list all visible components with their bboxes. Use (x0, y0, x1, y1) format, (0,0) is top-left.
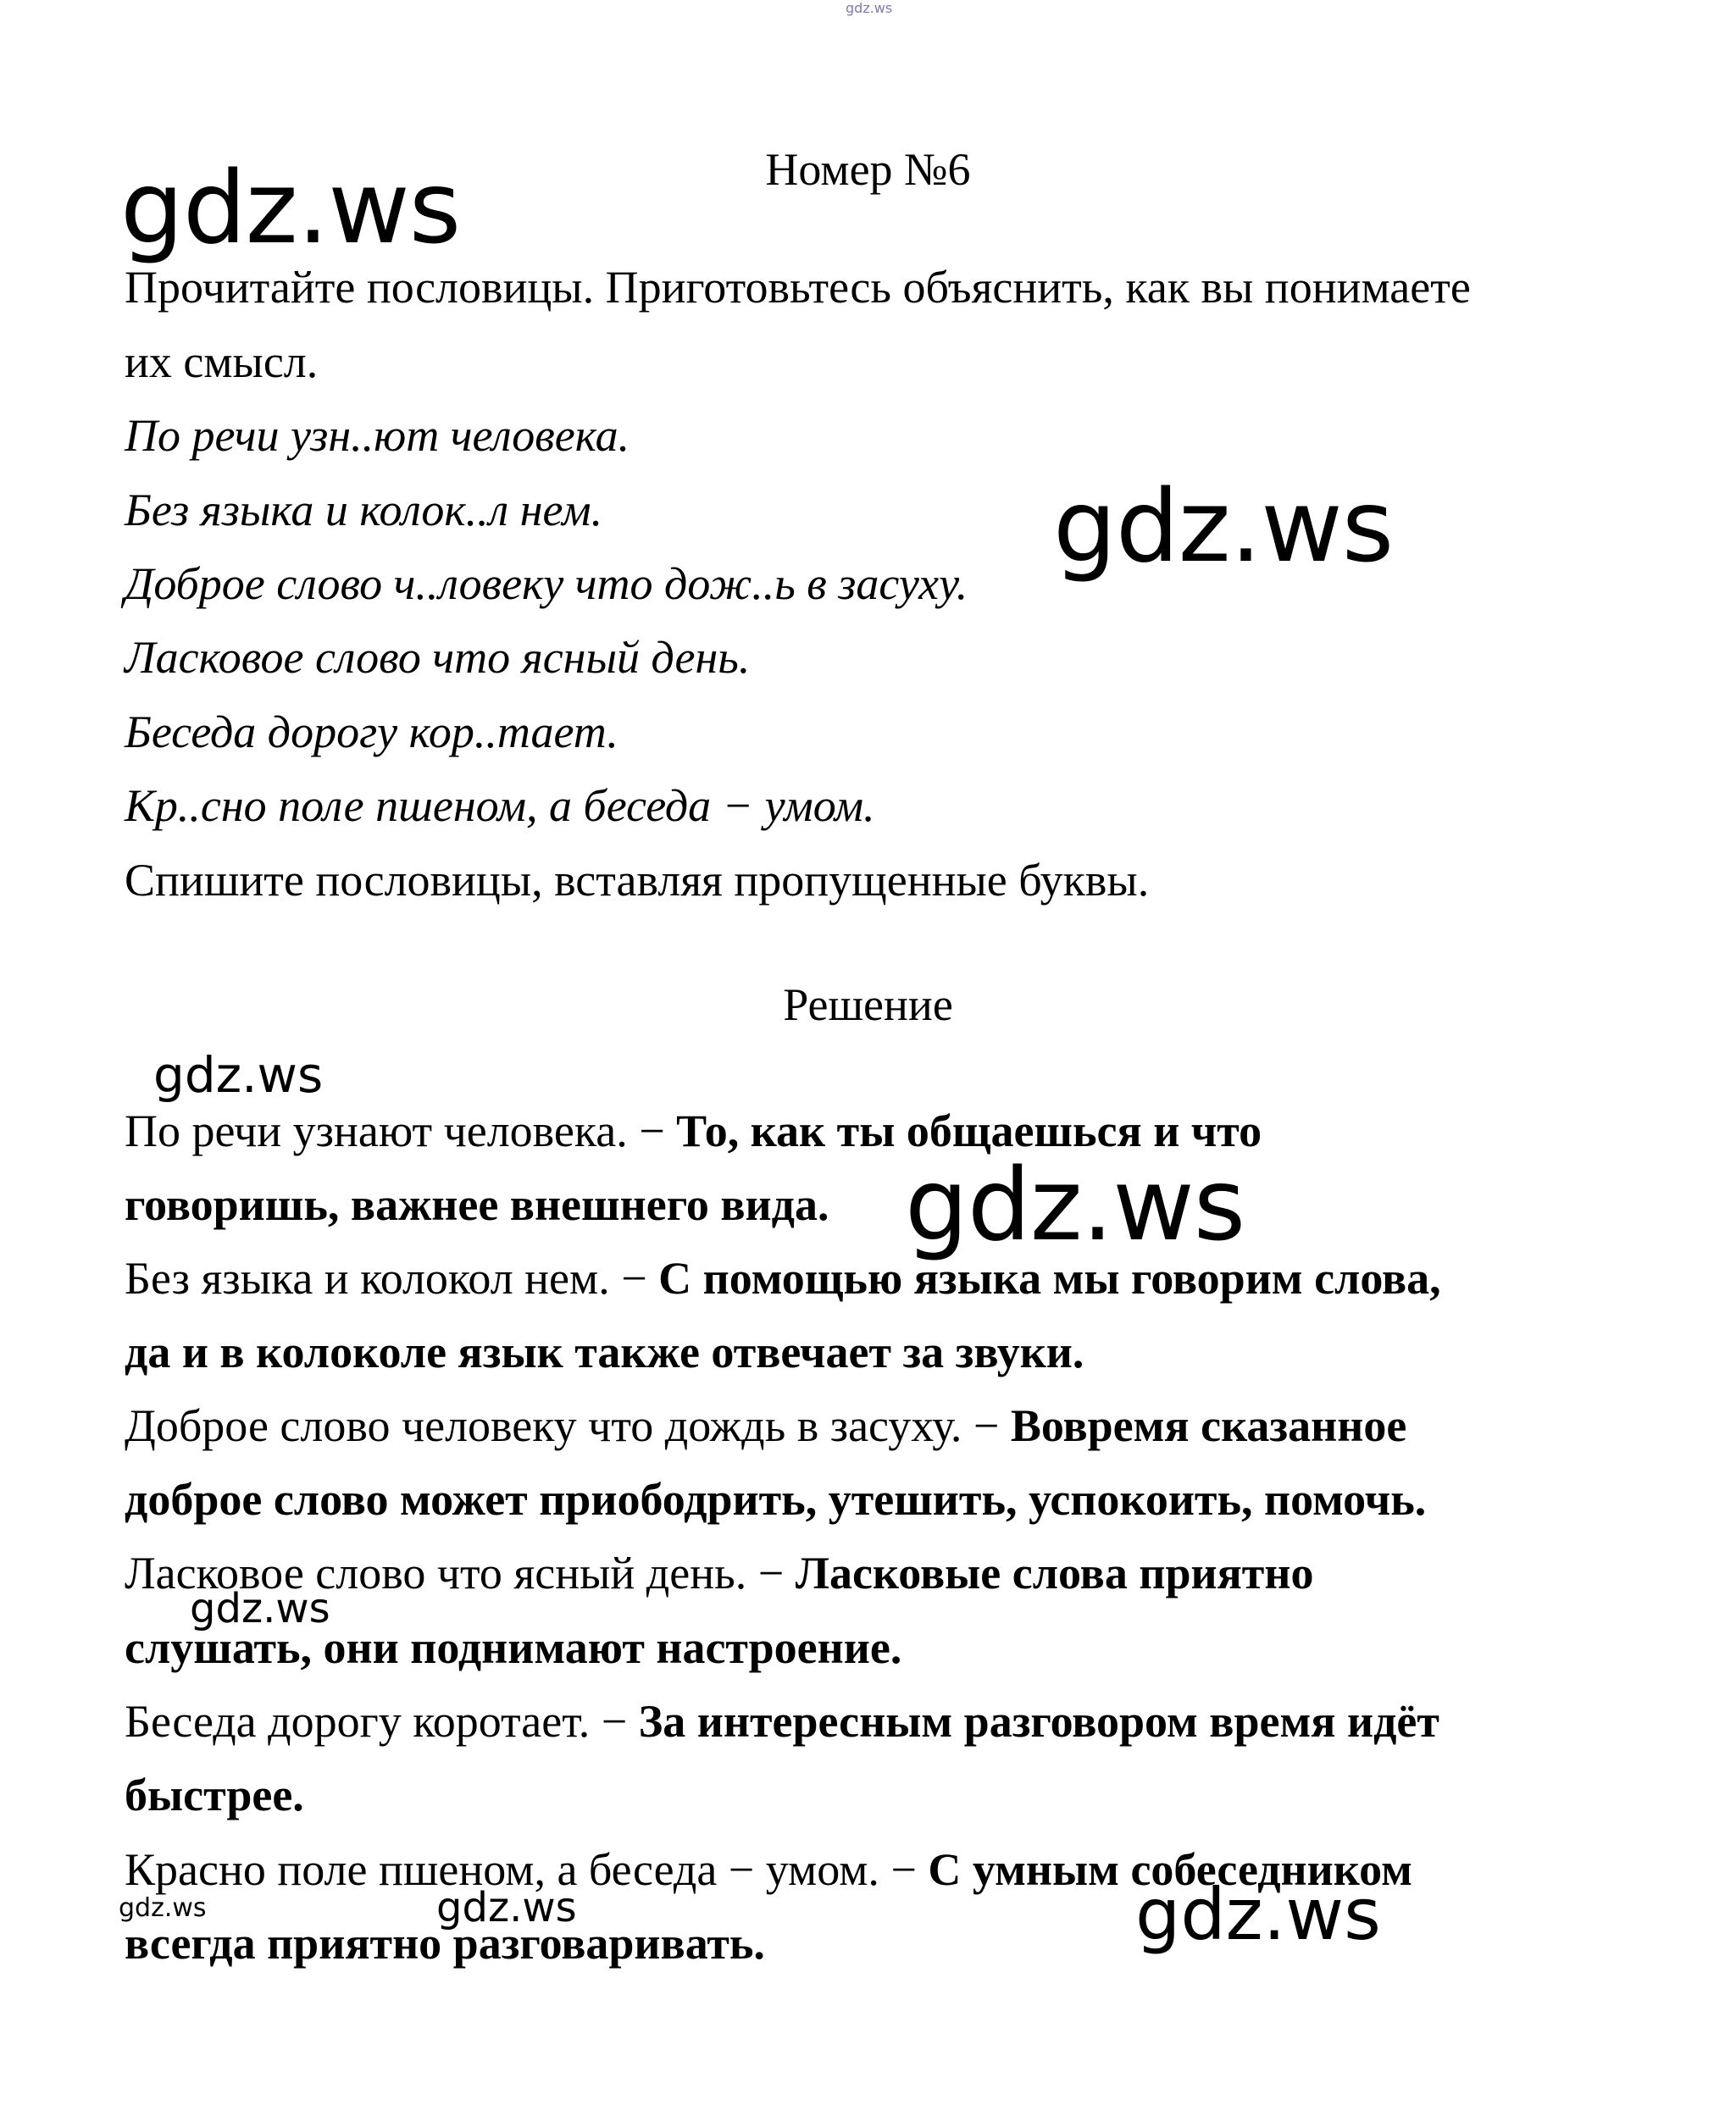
page-title: Номер №6 (765, 144, 971, 195)
solution-explanation: Вовремя сказанное (1010, 1400, 1407, 1451)
solution-explanation: С помощью языка мы говорим слова, (658, 1253, 1441, 1304)
task-instruction-line1: Прочитайте пословицы. Приготовьтесь объяснить, как вы понимаете (125, 262, 1471, 313)
solution-explanation-cont: быстрее. (125, 1770, 304, 1820)
solution-explanation-cont: всегда приятно разговаривать. (125, 1918, 765, 1969)
watermark-tiny: gdz.ws (846, 0, 893, 16)
watermark-small: gdz.ws (190, 1585, 330, 1632)
solution-item-5 (125, 1696, 1439, 1747)
task-instruction-2: Спишите пословицы, вставляя пропущенные буквы. (125, 855, 1150, 906)
watermark-large: gdz.ws (1053, 468, 1394, 585)
solution-proverb: Красно поле пшеном, а беседа − умом. − (125, 1844, 929, 1895)
watermark-large: gdz.ws (1135, 1873, 1381, 1956)
task-instruction-line2: их смысл. (125, 336, 319, 387)
watermark-xsmall: gdz.ws (119, 1893, 207, 1923)
proverb-2: Без языка и колок..л нем. (125, 485, 603, 535)
solution-explanation-cont: да и в колоколе язык также отвечает за звуки. (125, 1327, 1084, 1377)
solution-heading: Решение (783, 979, 953, 1030)
solution-proverb: Без языка и колокол нем. − (125, 1253, 659, 1304)
solution-item-3 (125, 1400, 1407, 1451)
solution-proverb: Ласковое слово что ясный день. − (125, 1548, 796, 1598)
watermark-small: gdz.ws (436, 1884, 577, 1931)
watermark-medium: gdz.ws (153, 1046, 324, 1104)
watermark-large: gdz.ws (905, 1146, 1245, 1263)
solution-proverb: Доброе слово человеку что дождь в засуху. − (125, 1400, 1011, 1451)
proverb-1: По речи узн..ют человека. (125, 410, 630, 461)
solution-proverb: Беседа дорогу коротает. − (125, 1696, 639, 1747)
proverb-6: Кр..сно поле пшеном, а беседа − умом. (125, 780, 875, 831)
solution-explanation: С умным собеседником (928, 1844, 1412, 1895)
watermark-large: gdz.ws (120, 149, 461, 266)
proverb-3: Доброе слово ч..ловеку что дож..ь в засуху. (125, 558, 968, 609)
solution-explanation-cont: доброе слово может приободрить, утешить, успокоить, помочь. (125, 1474, 1427, 1525)
solution-proverb: По речи узнают человека. − (125, 1105, 677, 1156)
solution-explanation: За интересным разговором время идёт (638, 1696, 1439, 1747)
proverb-5: Беседа дорогу кор..тает. (125, 706, 618, 757)
solution-explanation-cont: слушать, они поднимают настроение. (125, 1622, 902, 1673)
proverb-4: Ласковое слово что ясный день. (125, 632, 751, 683)
solution-explanation: То, как ты общаешься и что (676, 1105, 1262, 1156)
solution-explanation-cont: говоришь, важнее внешнего вида. (125, 1179, 829, 1230)
solution-explanation: Ласковые слова приятно (795, 1548, 1314, 1598)
